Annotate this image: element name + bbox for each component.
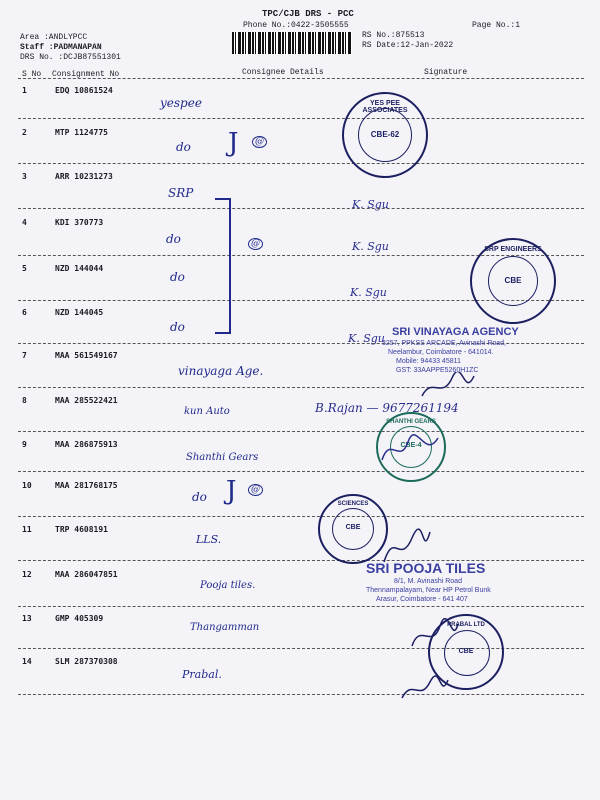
- row-number: 13: [22, 614, 32, 623]
- consignee-handwriting: do: [176, 140, 191, 154]
- consignee-handwriting: SRP: [168, 186, 194, 200]
- signature-handwriting: K. Sgu: [350, 286, 387, 299]
- staff-field: Staff :PADMANAPAN: [20, 43, 102, 52]
- consignee-handwriting: do: [192, 490, 207, 504]
- consignment-number: GMP 405309: [55, 614, 104, 623]
- row-divider: [18, 163, 584, 164]
- column-header-signature: Signature: [424, 68, 468, 77]
- grouping-bracket: [215, 198, 231, 334]
- rs-date-field: RS Date:12-Jan-2022: [362, 41, 454, 50]
- signature-scribble: [420, 372, 476, 402]
- row-number: 1: [22, 86, 27, 95]
- signature-handwriting: B.Rajan — 9677261194: [315, 401, 459, 415]
- column-header-consignment: Consignment No: [52, 70, 120, 79]
- row-divider: [18, 694, 584, 695]
- signature-handwriting: K. Sgu: [352, 198, 389, 211]
- consignee-handwriting: LLS.: [196, 533, 222, 546]
- consignee-handwriting: Pooja tiles.: [200, 580, 256, 591]
- consignee-handwriting: do: [166, 232, 181, 246]
- row-divider: [18, 431, 584, 432]
- row-number: 11: [22, 525, 32, 534]
- consignee-handwriting: yespee: [160, 96, 202, 110]
- column-header-consignee: Consignee Details: [242, 68, 324, 77]
- consignee-handwriting: kun Auto: [184, 406, 230, 417]
- pooja-tiles-stamp: SRI POOJA TILES 8/1, M. Avinashi Road Thennampalayam, Near HP Petrol Bunk Arasur, Coimbatore - 641 407: [366, 560, 491, 603]
- signature-handwriting: K. Sgu: [348, 332, 385, 345]
- consignee-handwriting: do: [170, 320, 185, 334]
- drs-number-field: DRS No. :DCJB87551301: [20, 53, 121, 62]
- row-number: 14: [22, 657, 32, 666]
- rs-number-field: RS No.:875513: [362, 31, 425, 40]
- consignment-number: MTP 1124775: [55, 128, 108, 137]
- consignment-number: KDI 370773: [55, 218, 104, 227]
- consignee-handwriting: Thangamman: [190, 622, 260, 633]
- consignment-number: NZD 144044: [55, 264, 104, 273]
- row-number: 4: [22, 218, 27, 227]
- signature-scribble: [410, 618, 460, 652]
- ditto-bracket: J: [228, 128, 239, 158]
- consignment-number: MAA 285522421: [55, 396, 118, 405]
- row-number: 8: [22, 396, 27, 405]
- document-title: TPC/CJB DRS - PCC: [262, 9, 354, 19]
- consignee-handwriting: Shanthi Gears: [186, 452, 259, 463]
- consignee-handwriting: do: [170, 270, 185, 284]
- row-divider: [18, 118, 584, 119]
- signature-scribble: [400, 672, 450, 706]
- row-number: 3: [22, 172, 27, 181]
- consignment-number: EDQ 10861524: [55, 86, 113, 95]
- row-number: 12: [22, 570, 32, 579]
- barcode: [232, 32, 352, 54]
- srp-engineers-stamp: SRP ENGINEERS CBE: [470, 238, 556, 324]
- consignment-number: TRP 4608191: [55, 525, 108, 534]
- prabal-stamp: PRABAL LTD CBE: [428, 614, 504, 690]
- ditto-bracket: J: [226, 476, 237, 506]
- consignee-handwriting: Prabal.: [182, 668, 222, 681]
- area-field: Area :ANDLYPCC: [20, 33, 88, 42]
- row-number: 7: [22, 351, 27, 360]
- row-divider: [18, 208, 584, 209]
- consignment-number: MAA 561549167: [55, 351, 118, 360]
- yespee-stamp: YES PEE ASSOCIATES CBE-62: [342, 92, 428, 178]
- shanthi-gears-stamp: SHANTHI GEARS CBE-4: [376, 412, 446, 482]
- row-number: 2: [22, 128, 27, 137]
- row-number: 5: [22, 264, 27, 273]
- consignment-number: NZD 144045: [55, 308, 104, 317]
- consignee-handwriting: vinayaga Age.: [178, 364, 264, 378]
- consignment-number: SLM 287370308: [55, 657, 118, 666]
- row-number: 10: [22, 481, 32, 490]
- signature-handwriting: K. Sgu: [352, 240, 389, 253]
- circled-mark: @: [248, 238, 263, 250]
- consignment-number: MAA 286047851: [55, 570, 118, 579]
- signature-scribble: [382, 528, 432, 568]
- row-divider: [18, 471, 584, 472]
- row-number: 6: [22, 308, 27, 317]
- row-number: 9: [22, 440, 27, 449]
- circled-mark: @: [252, 136, 267, 148]
- signature-scribble: [380, 430, 440, 470]
- row-divider: [18, 387, 584, 388]
- vinayaga-agency-stamp: SRI VINAYAGA AGENCY 3257, PPKSS ARCADE, Avinashi Road, Neelambur, Coimbatore - 641014. Mobile: 94433 45811 GST: 33AAPPE5260H1ZC: [382, 326, 519, 374]
- column-header-sno: S No: [22, 70, 42, 79]
- consignment-number: MAA 286875913: [55, 440, 118, 449]
- phone-number: Phone No.:0422-3505555: [243, 21, 349, 30]
- row-divider: [18, 516, 584, 517]
- consignment-number: ARR 10231273: [55, 172, 113, 181]
- circled-mark: @: [248, 484, 263, 496]
- header-divider: [18, 78, 584, 79]
- lls-stamp: SCIENCES CBE: [318, 494, 388, 564]
- consignment-number: MAA 281768175: [55, 481, 118, 490]
- page-number: Page No.:1: [472, 21, 521, 30]
